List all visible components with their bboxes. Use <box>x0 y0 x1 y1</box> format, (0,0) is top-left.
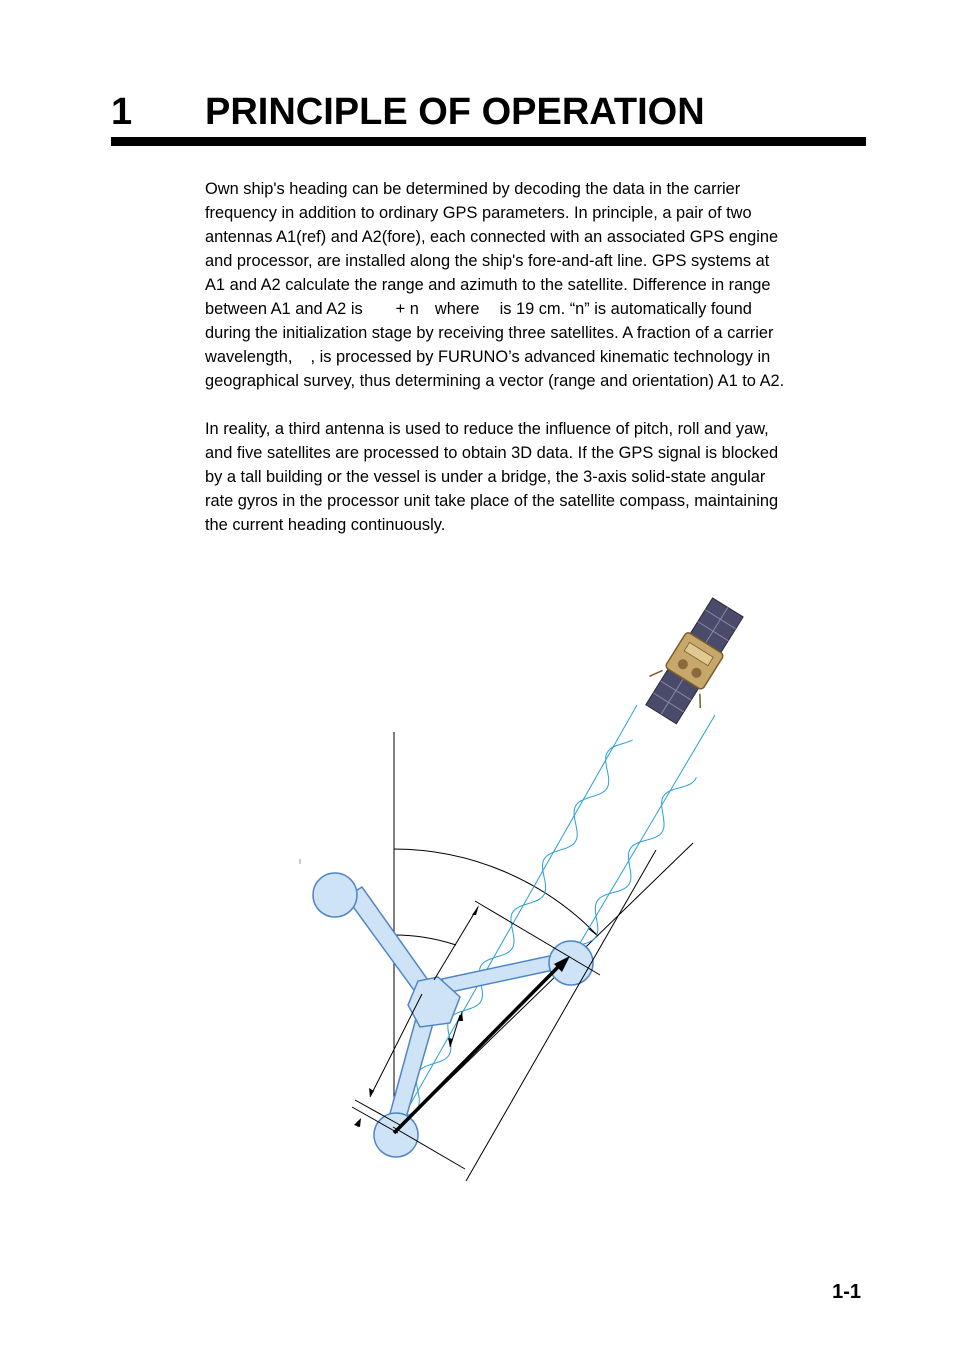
antenna-a2 <box>549 941 593 985</box>
paragraph-reality <box>205 417 860 537</box>
chapter-title: PRINCIPLE OF OPERATION <box>205 91 705 133</box>
text-line: and five satellites are processed to obtain 3D data. If the GPS signal is blocked <box>205 444 779 462</box>
page-number: 1-1 <box>832 1281 861 1303</box>
text-line: Own ship's heading can be determined by decoding the data in the carrier <box>205 180 741 198</box>
paragraph-principle <box>205 177 860 393</box>
text-line: antennas A1(ref) and A2(fore), each connected with an associated GPS engine <box>205 228 779 246</box>
antenna-a1 <box>374 1113 418 1157</box>
chapter-number: 1 <box>111 91 133 133</box>
text-line: during the initialization stage by receiving three satellites. A fraction of a carrier <box>205 324 774 342</box>
satellite-icon <box>636 592 754 731</box>
text-fragment: between A1 and A2 is <box>205 300 363 318</box>
text-line: geographical survey, thus determining a vector (range and orientation) A1 to A2. <box>205 372 785 390</box>
text-line: and processor, are installed along the ship's fore-and-aft line. GPS systems at <box>205 252 770 270</box>
satellite-compass-diagram <box>290 545 790 1195</box>
text-line: rate gyros in the processor unit take place of the satellite compass, maintaining <box>205 492 779 510</box>
text-line-range-formula <box>205 297 860 321</box>
text-fragment: is 19 cm. “n” is automatically found <box>499 300 752 318</box>
text-line: by a tall building or the vessel is under a bridge, the 3-axis solid-state angular <box>205 468 766 486</box>
text-fragment: wavelength, <box>205 348 293 366</box>
signal-line-a2 <box>570 715 715 960</box>
text-fragment: + n <box>395 300 419 318</box>
text-line: frequency in addition to ordinary GPS parameters. In principle, a pair of two <box>205 204 752 222</box>
satellite-azimuth-arc <box>394 849 597 935</box>
chapter-heading <box>111 84 866 146</box>
text-fragment: , is processed by FURUNO’s advanced kinematic technology in <box>310 348 771 366</box>
text-line: the current heading continuously. <box>205 516 446 534</box>
antenna-a3 <box>313 873 357 917</box>
heading-arc <box>394 935 456 945</box>
text-line: In reality, a third antenna is used to reduce the influence of pitch, roll and yaw, <box>205 420 769 438</box>
text-fragment: where <box>434 300 480 318</box>
text-line: A1 and A2 calculate the range and azimuth to the satellite. Difference in range <box>205 276 771 294</box>
signal-wave-a2 <box>580 777 696 945</box>
text-line-wavelength <box>205 345 860 369</box>
signal-line-a1 <box>394 705 637 1133</box>
